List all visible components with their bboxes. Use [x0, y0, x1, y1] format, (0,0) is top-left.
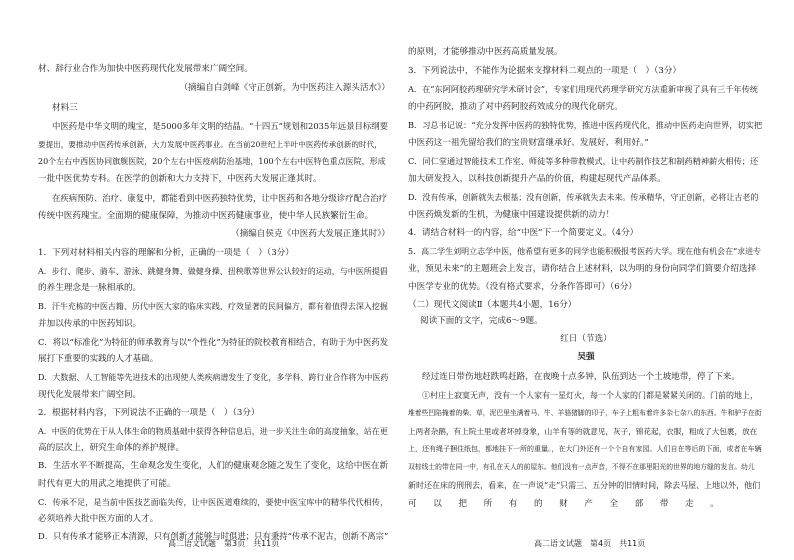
text-line: 中医学专业的优势。（没有格式要求，分条作答即可）（6分） [408, 282, 637, 292]
page-footer-right: 高二语文试题 第4页 共11页 [534, 539, 646, 548]
option-line: 的中药阿胶，推动了对中药阿胶药效成分的现代化研究。 [408, 102, 623, 112]
option-line: A．步行、爬步、骑车、游泳、跳健身舞、做健身操、扭秧歌等世界公认较好的运动，与中医所提倡 [38, 267, 388, 276]
option-line: 的养生理念是一脉相承的。 [38, 283, 142, 293]
option-line: 展打下重要的实践的人才基础。 [38, 354, 159, 364]
text-line: 传统中医药瑰宝。全面期的健康保障，为推动中医药健康事业，使中华人民族繁衍生命。 [38, 211, 374, 221]
option-line: 必须培养大批中医方面的人才。 [38, 514, 159, 524]
passage-line: 上两者杂鹅，有上院土里或者坏掉身象，山羊有等的就意见，灰子，锦花起，衣服，粗成了大包裹，放在 [408, 427, 758, 436]
option-line: C．传承不足，是当前中医技艺面临失传，让中医医道难续的，要使中医宝库中的精华代代相传， [38, 497, 389, 507]
question-5: 5．高二学生刘明立志学中医，他希望有更多的同学也能积极报考医药大学。现在他有机会在“求进专 [408, 247, 762, 256]
option-line: D．大数据、人工智能等先进技术的出现使人类疾病谱发生了变化，多学科、跨行业合作将为中医药 [38, 373, 389, 382]
option-line: B．习总书记说：“充分发挥中医药的独特优势，推进中医药现代化，推动中医药走向世界，切实把 [408, 120, 763, 130]
passage-line: 新时还在床的刑刑去，看来，在一声说“走”只需三、五分钟的旧情时间，除去马屋、上地以外，他们 [408, 481, 761, 490]
passage-line: 可 以 把 所 有 的 财 产 全 部 带 走 。 [408, 499, 723, 509]
source-citation: （摘编自白剑峰《守正创新，为中医药注入源头活水》） [179, 83, 390, 93]
text-line: 中医药是中华文明的瑰宝，是5000多年文明的结晶。“十四五”规划和2035年远景目标纲要 [52, 121, 388, 131]
instruction: 阅读下面的文字，完成6～9题。 [420, 316, 543, 326]
passage-line: 经过连日带伤地赶跌鸣赶路，在夜晚十点多钟，队伍到达一个土坡地带，停了下来。 [422, 372, 740, 382]
passage-line: ①村庄上寂寞无声，没有一个人家有一星灯火，每一个人家的门都是紧紧关闭的。门前的地上， [422, 391, 758, 400]
question-1: 1．下列对材料相关内容的理解和分析，正确的一项是（ ）（3分） [38, 248, 294, 258]
option-line: 现代化发展带来广阔空间。 [38, 390, 142, 400]
option-line: 中医药焕发新的生机，为健康中国建设提供新的动力！ [408, 210, 615, 220]
option-line: 并加以传承的中医药知识。 [38, 319, 142, 329]
option-line: A．中医的优势在于从人体生命的物质基础中获得各种信息后，进一步关注生命的高度抽象，站在更 [38, 427, 388, 436]
question-4: 4．请结合材料一的内容，给“中医”下一个简要定义。（4分） [408, 228, 639, 238]
option-line: 中医药这一祖先留给我们的宝贵财富继承好、发展好、利用好。” [408, 138, 649, 148]
option-line: 高的层次上，研究生命体的养护规律。 [38, 443, 185, 453]
right-page-column [408, 0, 764, 560]
left-page-column [38, 0, 390, 560]
option-line: B．汗牛充栋的中医古籍、历代中医大家的临床实践、疗效显著的民间偏方，都有着值得去深入挖掘 [38, 302, 388, 311]
text-line: 20个左右中西医协同旗舰医院，20个左右中医疫病防治基地，100个左右中医特色重点医院，形成 [38, 157, 386, 166]
question-3: 3．下列说法中，不能作为论据来支撑材料二观点的一项是（ ）（3分） [408, 66, 682, 76]
passage-author: 吴强 [577, 352, 595, 362]
passage-line: 上，还有绳子捆住纸包，都地挂下一所的重量。，在大门外还有一个个自有家园。人们自在等后的下面，或者在车辆 [408, 445, 762, 453]
option-line: D．只有传承才能够正本清源，只有创新才能够与时俱进；只有秉持“传承不泥古，创新不离宗” [38, 531, 389, 541]
text-line: 在疾病预防、治疗、康复中，都能看到中医药独特优势，让中医药和各地分级诊疗配合治疗 [52, 193, 387, 203]
passage-line: 堆着些凹陷掩着的柴、草，泥巴里坐满着马、牛、羊骆猪脚的印子，车子上粗布着许多杂七杂八的东西。牛和驴子在街 [408, 409, 762, 417]
page-footer-left: 高二语文试题 第3页 共11页 [168, 539, 280, 548]
section-heading: 材料三 [52, 103, 78, 113]
passage-title: 红日（节选） [560, 334, 612, 344]
option-line: C．将以“标准化”为特征的师承教育与以“个性化”为特征的院校教育相结合，有助于为中医药发 [38, 337, 389, 347]
option-line: 时代有更大的用武之地提供了可能。 [38, 479, 176, 489]
passage-line: 双棕线士的带在同一中，有孔在天人的前屋东。他们没有一点声音，不得不在那里阳光的世界的地方缝的发言。幼儿 [408, 463, 755, 471]
option-line: D．没有传承，创新就失去根基；没有创新，传承就失去未来。传承精华，守正创新，必将让古老的 [408, 193, 759, 202]
text-line: 业，预见未来”的主题班会上发言，请你结合上述材料，以为明的身份向同学们简要介绍选择 [408, 264, 757, 274]
text-line: 材、辞行业合作为加快中医药现代化发展带来广阔空间。 [38, 64, 253, 74]
question-2: 2．根据材料内容，下列说法不正确的一项是（ ）（3分） [38, 408, 260, 418]
option-line: A．在“东阿阿胶药理研究学术研讨会”，专家们用现代药理学研究方法重新审视了具有三千年传统 [408, 84, 758, 94]
source-citation: （摘编自侯克《中医药大发展正逢其时》） [231, 229, 390, 239]
text-line: 一批中医优势专科。在医学的创新和大力支持下，中医药大发展正逢其时。 [38, 174, 322, 184]
text-line: 要提出，要推动中医药传承创新，大力发展中医药事业。在当前20世纪上半叶中医药传承创新的时代， [38, 140, 382, 149]
text-line: 的原则，才能够推动中医药高质量发展。 [408, 47, 563, 57]
option-line: 加大研发投入，以科技创新提升产品的价值，构建起现代产品体系。 [408, 174, 666, 184]
section-heading: （二）现代文阅读Ⅱ（本题共4小题，16分） [408, 300, 577, 310]
option-line: C．同仁堂通过智能技术工作室、师徒等多种带教模式，让中药制作技艺和制药精神薪火相传；还 [408, 156, 759, 166]
option-line: B．生活水平不断提高，生命观念发生变化，人们的健康观念随之发生了变化，这给中医在新 [38, 461, 389, 471]
